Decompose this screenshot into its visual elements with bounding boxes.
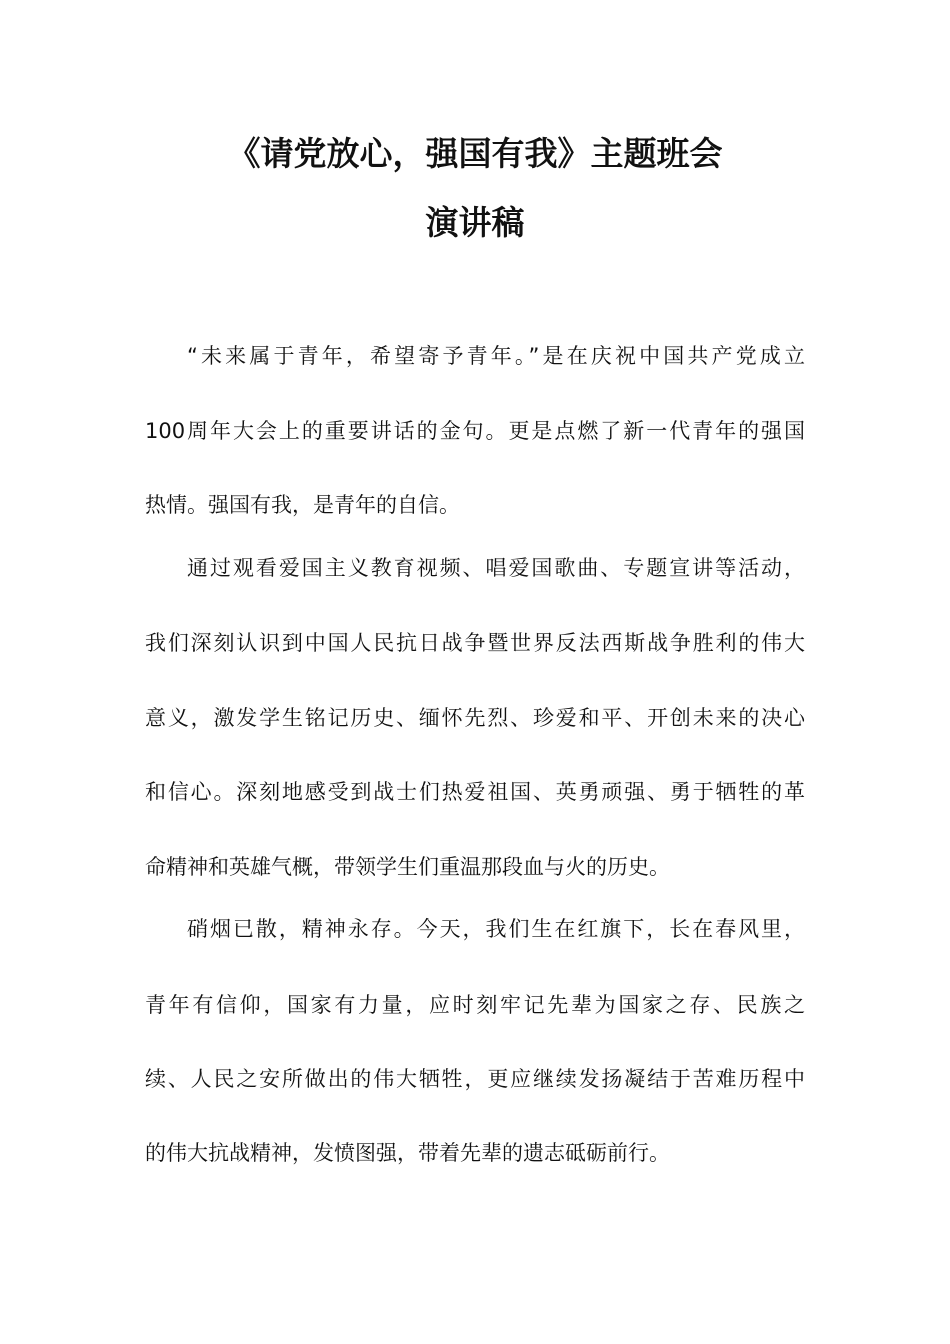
paragraph-3-line-1: 硝烟已散，精神永存。今天，我们生在红旗下，长在春风里， [187, 917, 805, 941]
paragraph-2-line-4: 和信心。深刻地感受到战士们热爱祖国、英勇顽强、勇于牺牲的革 [145, 780, 805, 804]
paragraph-2-line-1: 通过观看爱国主义教育视频、唱爱国歌曲、专题宣讲等活动， [187, 556, 805, 580]
document-title-line-2: 演讲稿 [425, 203, 525, 242]
paragraph-1-line-1: “未来属于青年，希望寄予青年。”是在庆祝中国共产党成立 [187, 344, 805, 368]
paragraph-3-line-3: 续、人民之安所做出的伟大牺牲，更应继续发扬凝结于苦难历程中 [145, 1067, 805, 1091]
paragraph-2-line-5: 命精神和英雄气概，带领学生们重温那段血与火的历史。 [145, 855, 670, 879]
paragraph-1-line-3: 热情。强国有我，是青年的自信。 [145, 493, 460, 517]
paragraph-2-line-2: 我们深刻认识到中国人民抗日战争暨世界反法西斯战争胜利的伟大 [145, 631, 805, 655]
paragraph-3-line-4: 的伟大抗战精神，发愤图强，带着先辈的遗志砥砺前行。 [145, 1141, 670, 1165]
paragraph-2-line-3: 意义，激发学生铭记历史、缅怀先烈、珍爱和平、开创未来的决心 [145, 706, 805, 730]
document-title-line-1: 《请党放心，强国有我》主题班会 [227, 134, 723, 173]
paragraph-1-line-2: 100周年大会上的重要讲话的金句。更是点燃了新一代青年的强国 [145, 419, 805, 443]
paragraph-3-line-2: 青年有信仰，国家有力量，应时刻牢记先辈为国家之存、民族之 [145, 993, 805, 1017]
